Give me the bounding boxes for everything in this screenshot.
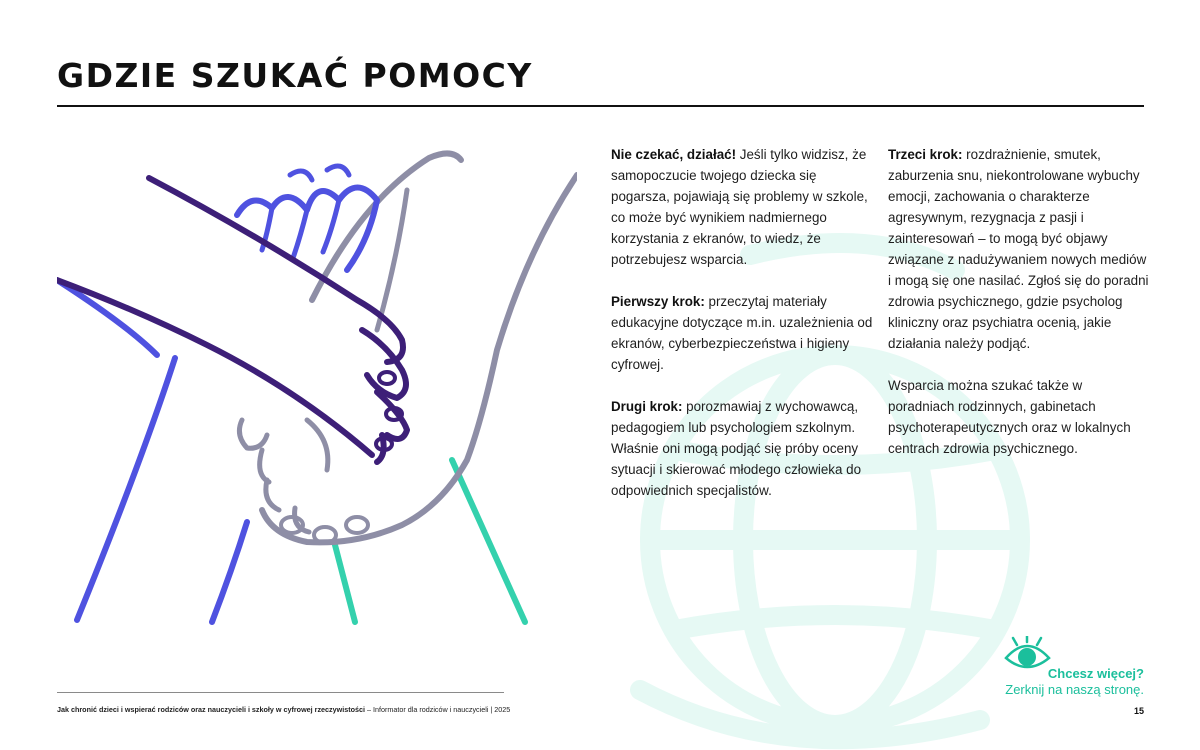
more-info-link[interactable] (1005, 666, 1144, 698)
footer-note (57, 705, 510, 714)
footer-rest: – Informator dla rodziców i nauczycieli | 2025 (365, 705, 511, 714)
step3-lead: Trzeci krok: (888, 147, 963, 162)
hands-together-illustration (57, 130, 577, 625)
text-column-right (888, 144, 1150, 480)
step1-text: przeczytaj materiały edukacyjne dotyczące m.in. uzależnienia od ekranów, cyberbezpieczeństwa i higieny cyfrowej. (611, 294, 873, 372)
step3-paragraph (888, 144, 1150, 354)
support-paragraph: Wsparcia można szukać także w poradniach rodzinnych, gabinetach psychoterapeutycznych oraz w lokalnych centrach zdrowia psychicznego. (888, 378, 1131, 456)
intro-lead: Nie czekać, działać! (611, 147, 737, 162)
step2-lead: Drugi krok: (611, 399, 683, 414)
intro-paragraph (611, 144, 873, 270)
intro-text: Jeśli tylko widzisz, że samopoczucie twojego dziecka się pogarsza, pojawiają się problemy w szkole, co może być wynikiem nadmiernego korzystania z ekranów, to wiedz, że potrzebujesz wsparcia. (611, 147, 868, 267)
page-number: 15 (1133, 706, 1144, 716)
step1-lead: Pierwszy krok: (611, 294, 705, 309)
footer-bold: Jak chronić dzieci i wspierać rodziców oraz nauczycieli i szkoły w cyfrowej rzeczywistości (57, 705, 365, 714)
more-question: Chcesz więcej? (1047, 666, 1144, 681)
page-title: GDZIE SZUKAĆ POMOCY (57, 56, 533, 95)
footer-divider (57, 692, 504, 693)
step2-paragraph (611, 396, 873, 501)
more-text: Zerknij na naszą stronę. (1005, 682, 1144, 697)
step1-paragraph (611, 291, 873, 375)
text-column-left (611, 144, 873, 522)
step2-text: porozmawiaj z wychowawcą, pedagogiem lub psychologiem szkolnym. Właśnie oni mogą podjąć się próby oceny sytuacji i skierować młodego człowieka do odpowiednich specjalistów. (611, 399, 862, 498)
step3-text: rozdrażnienie, smutek, zaburzenia snu, niekontrolowane wybuchy emocji, zachowania o charakterze agresywnym, rezygnacja z pasji i zainteresowań – to mogą być objawy związane z nadużywaniem nowych mediów i mogą się one nasilać. Zgłoś się do poradni zdrowia psychicznego, gdzie psycholog kliniczny oraz psychiatra ocenią, jakie działania należy podjąć. (888, 147, 1149, 351)
title-divider (57, 105, 1144, 107)
